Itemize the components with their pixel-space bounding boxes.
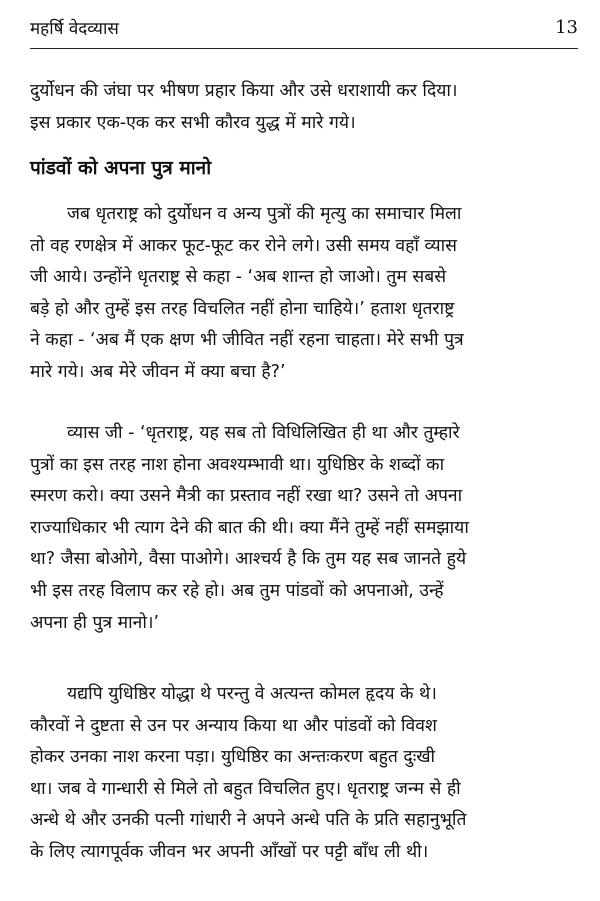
paragraph-yudhishthira: यद्यपि युधिष्ठिर योद्धा थे परन्तु वे अत्यन्त कोमल हृदय के थे। कौरवों ने दुष्टता से उन पर अन्याय किया था और पांडवों को विवश होकर उनका नाश करना पड़ा। युधिष्ठिर का अन्तःकरण बहुत दुःखी था। जब वे गान्धारी से मिले तो बहुत विचलित हुए। धृतराष्ट्र जन्म से ही अन्धे थे और उनकी पत्नी गांधारी ने अपने अन्धे पति के प्रति सहानुभूति के लिए त्यागपूर्वक जीवन भर अपनी आँखों पर पट्टी बाँध ली थी।: [30, 684, 467, 862]
page-number: 13: [555, 17, 578, 38]
opening-paragraph: दुर्योधन की जंघा पर भीषण प्रहार किया और उसे धराशायी कर दिया। इस प्रकार एक-एक कर सभी कौरव युद्ध में मारे गये।: [30, 81, 458, 133]
paragraph-vyasa-speech: व्यास जी - ‘धृतराष्ट्र, यह सब तो विधिलिखित ही था और तुम्हारे पुत्रों का इस तरह नाश होना अवश्यम्भावी था। युधिष्ठिर के शब्दों का स्मरण करो। क्या उसने मैत्री का प्रस्ताव नहीं रखा था? उसने तो अपना राज्याधिकार भी त्याग देने की बात की थी। क्या मैंने तुम्हें नहीं समझाया था? जैसा बोओगे, वैसा पाओगे। आश्चर्य है कि तुम यह सब जानते हुये भी इस तरह विलाप कर रहे हो। अब तुम पांडवों को अपनाओ, उन्हें अपना ही पुत्र मानो।’: [30, 423, 469, 633]
paragraph-death-news: जब धृतराष्ट्र को दुर्योधन व अन्य पुत्रों की मृत्यु का समाचार मिला तो वह रणक्षेत्र में आकर फूट-फूट कर रोने लगे। उसी समय वहाँ व्यास जी आये। उन्होंने धृतराष्ट्र से कहा - ‘अब शान्त हो जाओ। तुम सबसे बड़े हो और तुम्हें इस तरह विचलित नहीं होना चाहिये।’ हताश धृतराष्ट्र ने कहा - ‘अब मैं एक क्षण भी जीवित नहीं रहना चाहता। मेरे सभी पुत्र मारे गये। अब मेरे जीवन में क्या बचा है?’: [30, 204, 464, 382]
book-title: महर्षि वेदव्यास: [30, 19, 119, 39]
running-header: [30, 18, 578, 49]
section-heading: पांडवों को अपना पुत्र मानो: [30, 157, 212, 179]
